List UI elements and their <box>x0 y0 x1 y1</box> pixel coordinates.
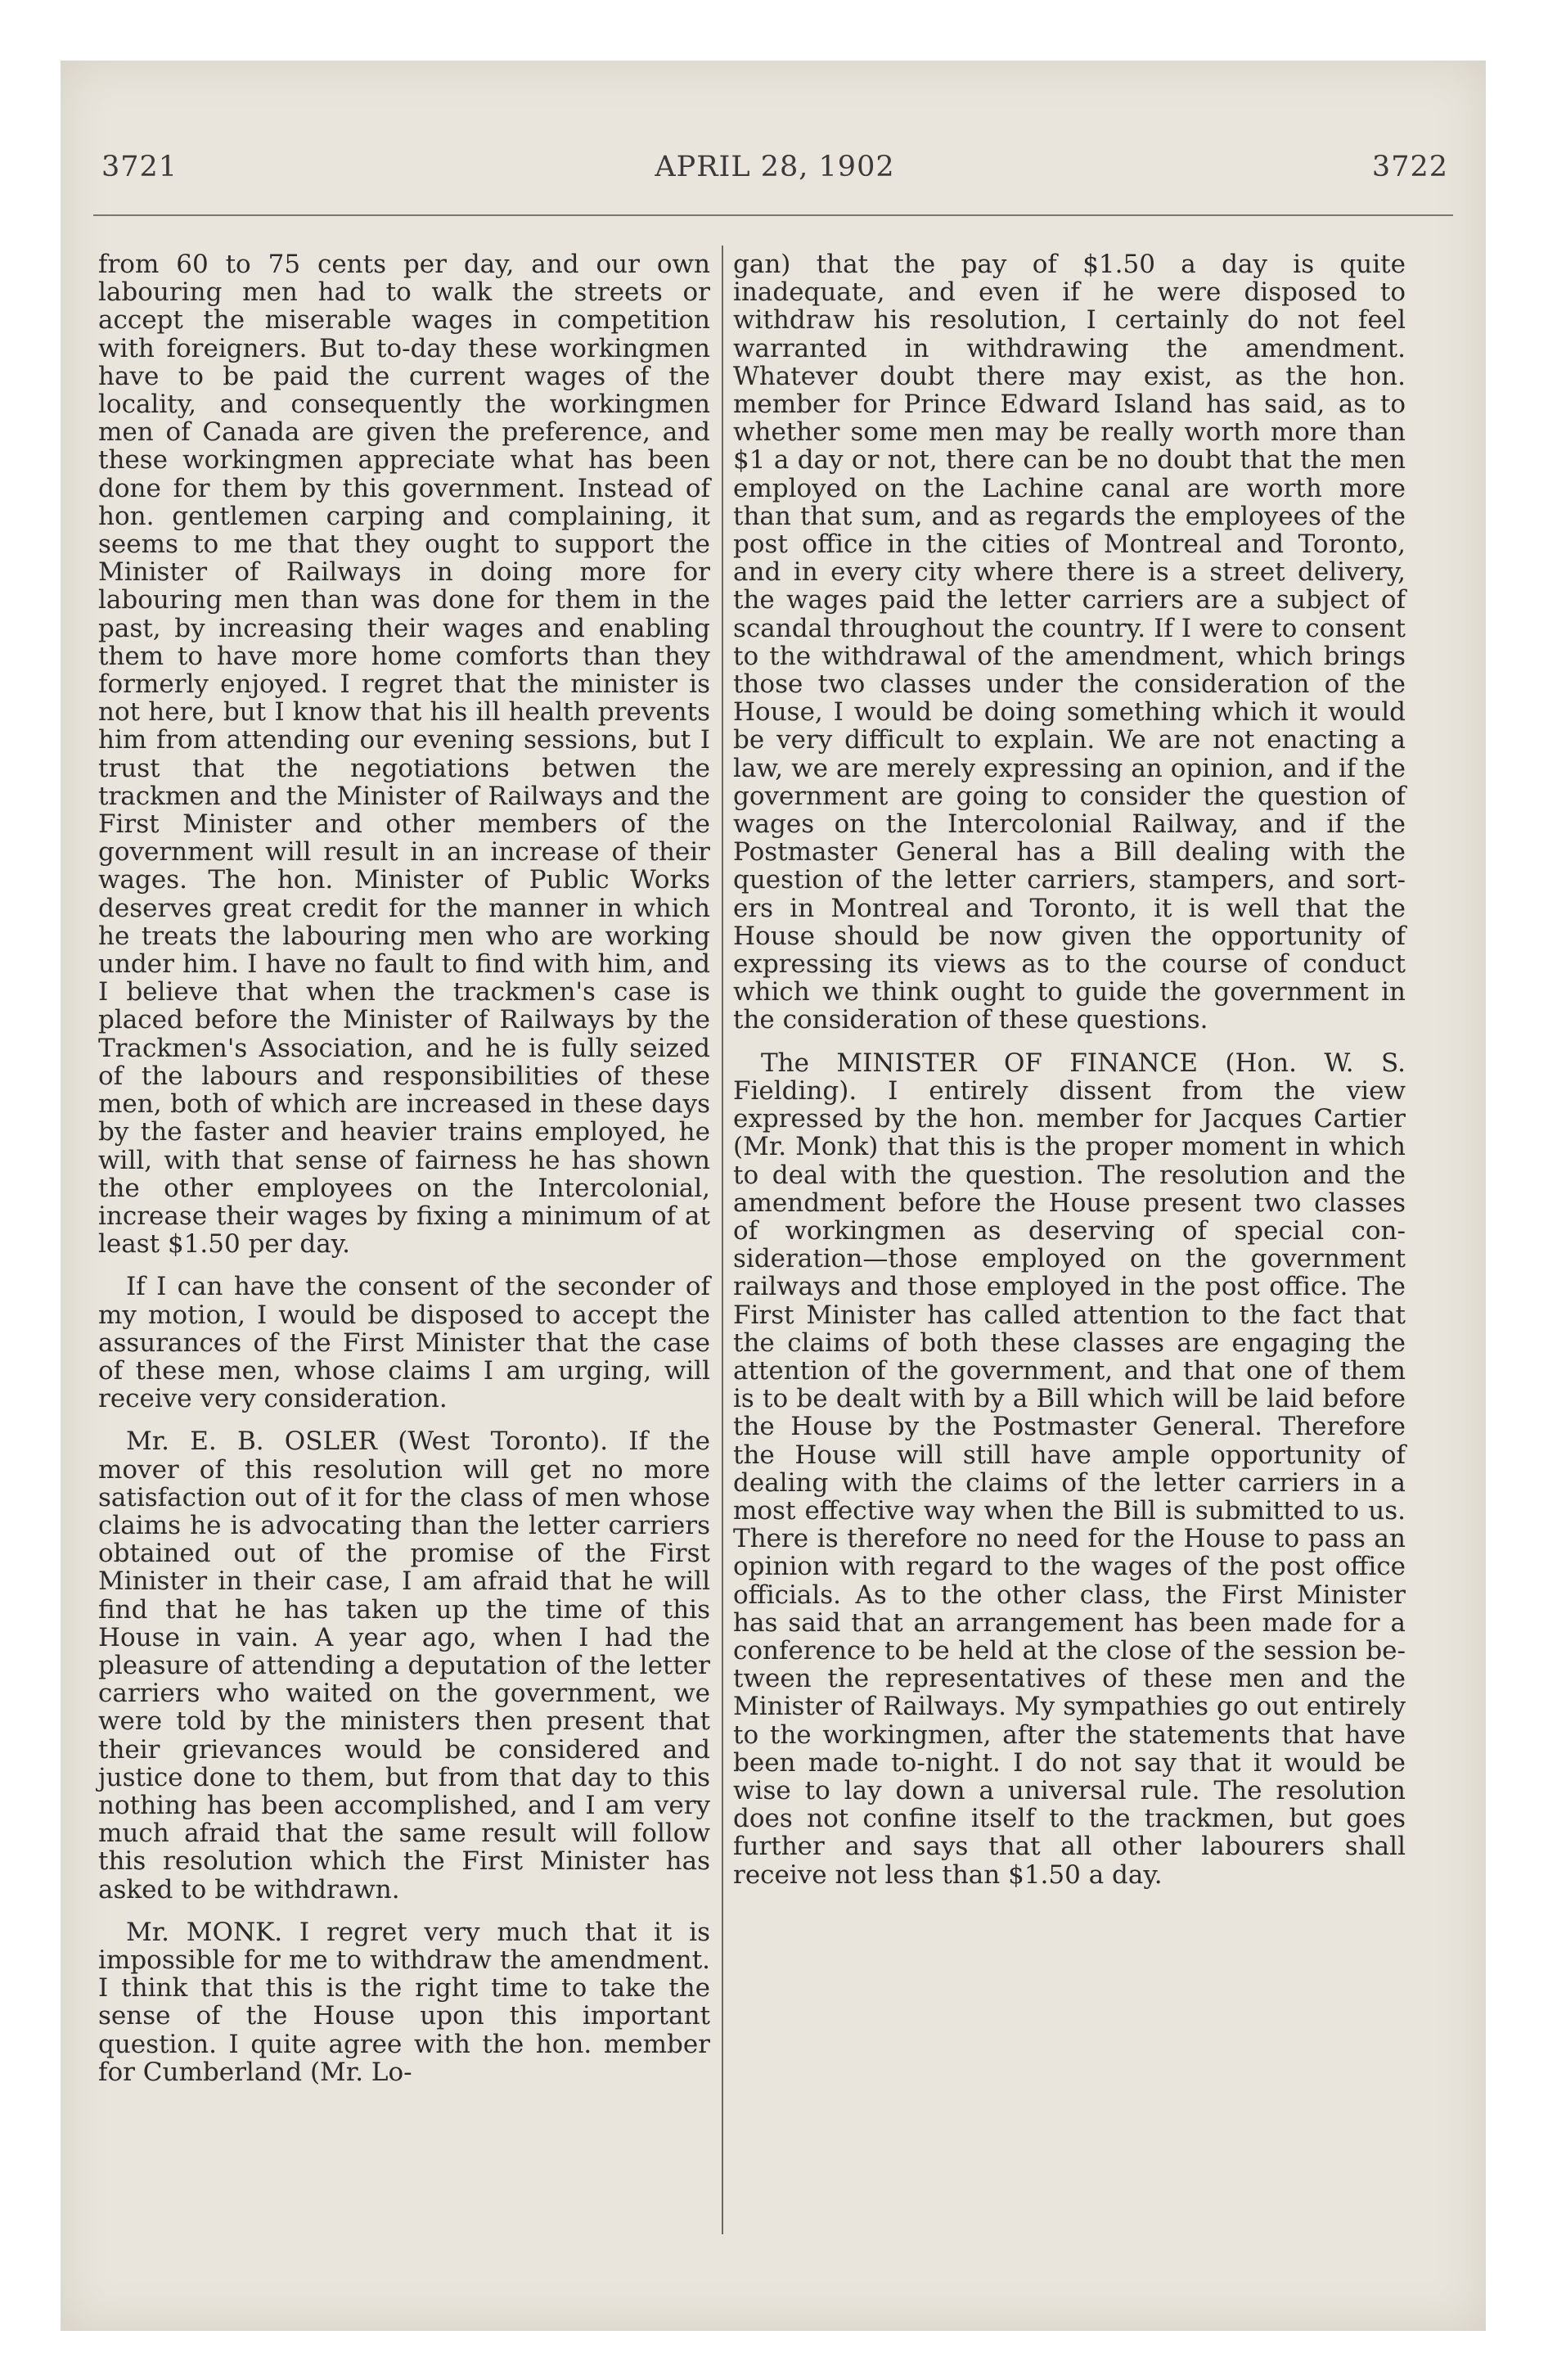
page-number-left: 3721 <box>101 151 178 183</box>
page-header <box>101 151 1448 200</box>
page-number-right: 3722 <box>1371 151 1448 183</box>
header-rule <box>93 214 1453 216</box>
left-paragraph-3: Mr. E. B. OSLER (West Toronto). If the mover of this resolution will get no more satisfaction out of it for the class of men whose claims he is advocating than the letter carriers obtained out of the promise of the First Minister in their case, I am afraid that he will find that he has taken up the time of this House in vain. A year ago, when I had the pleasure of attending a deputation of the letter carriers who waited on the government, we were told by the ministers then present that their grievances would be considered and justice done to them, but from that day to this nothing has been accomplished, and I am very much afraid that the same result will follow this resolution which the First Minister has asked to be withdrawn. <box>98 1427 710 1904</box>
column-divider <box>722 246 723 2234</box>
right-column <box>733 250 1406 1889</box>
left-paragraph-1: from 60 to 75 cents per day, and our own labouring men had to walk the streets or accept the miserable wages in competition with foreigners. But to-day these workingmen have to be paid the current wages of the locality, and consequently the workingmen men of Canada are given the preference, and these workingmen appreciate what has been done for them by this government. Instead of hon. gentlemen carping and complaining, it seems to me that they ought to support the Minister of Railways in doing more for labouring men than was done for them in the past, by increasing their wages and enabling them to have more home comforts than they formerly enjoyed. I regret that the minister is not here, but I know that his ill health prevents him from attending our evening sessions, but I trust that the negotiations betwen the trackmen and the Minister of Railways and the First Minister and other members of the government will result in an increase of their wages. The hon. Minister of Public Works deserves great credit for the manner in which he treats the labouring men who are working under him. I have no fault to find with him, and I believe that when the trackmen's case is placed before the Minister of Railways by the Trackmen's Association, and he is fully seized of the labours and responsibilities of these men, both of which are increased in these days by the faster and heavier trains employed, he will, with that sense of fairness he has shown the other employees on the Intercolonial, increase their wages by fixing a minimum of at least $1.50 per day. <box>98 250 710 1260</box>
left-paragraph-2: If I can have the consent of the seconder of my motion, I would be disposed to accept the assurances of the First Minister that the case of these men, whose claims I am urging, will receive very consideration. <box>98 1272 710 1414</box>
left-paragraph-4: Mr. MONK. I regret very much that it is impossible for me to withdraw the amendment. I think that this is the right time to take the sense of the House upon this important question. I quite agree with the hon. member for Cumberland (Mr. Lo- <box>98 1917 710 2087</box>
right-paragraph-1: gan) that the pay of $1.50 a day is quite inadequate, and even if he were disposed to withdraw his resolution, I certainly do not feel warranted in withdrawing the amendment. Whatever doubt there may exist, as the hon. member for Prince Edward Island has said, as to whether some men may be really worth more than $1 a day or not, there can be no doubt that the men employed on the Lachine canal are worth more than that sum, and as regards the employees of the post office in the cities of Montreal and Toronto, and in every city where there is a street delivery, the wages paid the letter carriers are a subject of scandal throughout the country. If I were to consent to the withdrawal of the amendment, which brings those two classes under the consideration of the House, I would be doing something which it would be very difficult to explain. We are not enacting a law, we are merely expressing an opinion, and if the government are going to consider the question of wages on the Intercolonial Railway, and if the Postmaster General has a Bill dealing with the question of the letter carriers, stampers, and sorters in Montreal and Toronto, it is well that the House should be now given the opportunity of expressing its views as to the course of conduct which we think ought to guide the government in the consideration of these questions. <box>733 250 1406 1035</box>
header-date: APRIL 28, 1902 <box>655 151 895 183</box>
left-column <box>98 250 710 2086</box>
right-paragraph-2: The MINISTER OF FINANCE (Hon. W. S. Fielding). I entirely dissent from the view expressed by the hon. member for Jacques Cartier (Mr. Monk) that this is the proper moment in which to deal with the question. The resolution and the amendment before the House present two classes of workingmen as deserving of special consideration—those employed on the government railways and those employed in the post office. The First Minister has called attention to the fact that the claims of both these classes are engaging the attention of the government, and that one of them is to be dealt with by a Bill which will be laid before the House by the Postmaster General. Therefore the House will still have ample opportunity of dealing with the claims of the letter carriers in a most effective way when the Bill is submitted to us. There is therefore no need for the House to pass an opinion with regard to the wages of the post office officials. As to the other class, the First Minister has said that an arrangement has been made for a conference to be held at the close of the session between the representatives of these men and the Minister of Railways. My sympathies go out entirely to the workingmen, after the statements that have been made to-night. I do not say that it would be wise to lay down a universal rule. The resolution does not confine itself to the trackmen, but goes further and says that all other labourers shall receive not less than $1.50 a day. <box>733 1048 1406 1890</box>
scanned-page <box>61 61 1486 2331</box>
